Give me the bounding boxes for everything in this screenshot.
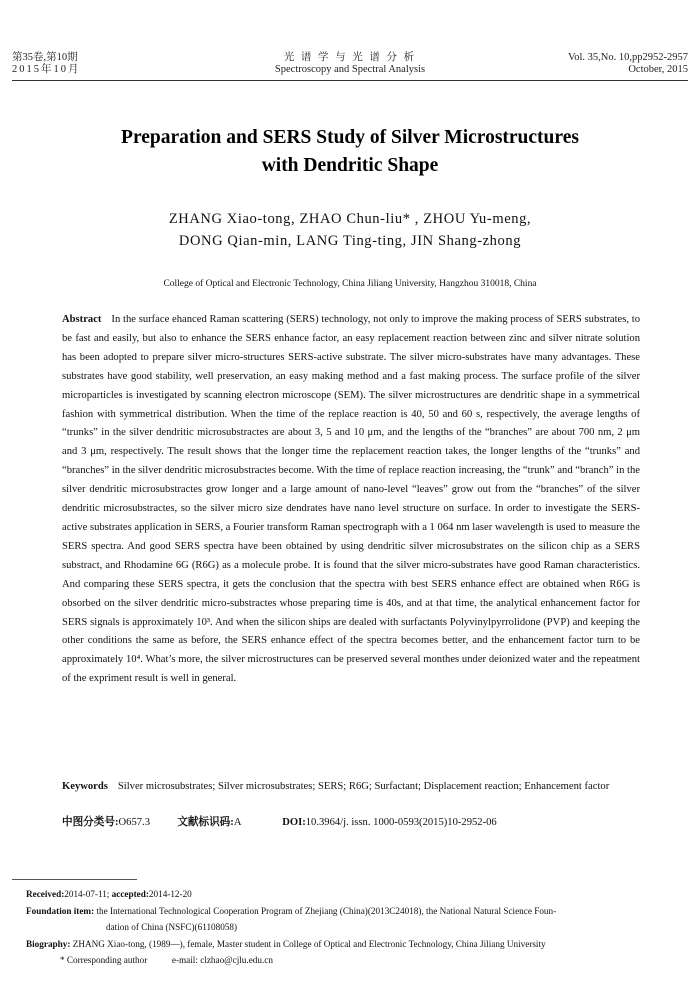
foundation-label: Foundation item:	[26, 905, 95, 916]
clc-label: 中图分类号:	[62, 817, 119, 828]
foundation-text-2: dation of China (NSFC)(61108058)	[106, 922, 238, 932]
author-list	[40, 208, 660, 252]
abstract-label: Abstract	[62, 314, 102, 325]
doc-code-value: A	[233, 817, 241, 828]
author-line2: DONG Qian-min, LANG Ting-ting, JIN Shang-zhong	[178, 233, 522, 249]
biography-text: ZHANG Xiao-tong, (1989—), female, Master student in College of Optical and Electronic Technology, China Jiliang University	[72, 938, 546, 949]
abstract-text: In the surface ehanced Raman scattering (SERS) technology, not only to improve the making process of SERS substrates, to be fast and easily, but also to enhance the SERS enhance factor, an easy replacement reaction between zinc and silver nitrate solution has been adopted to prepare silver micro-structures SERS-active substrate. The silver micro-substrates have many advantages. These substrates have good stability, well preservation, an easy making method and a fast making process. The surface profile of the silver microparticles is investigated by scanning electron microscope (SEM). The silver microstructures are dendritic shape in a symmetrical fashion with symmetrical distribution. When the time of the replace reaction is 40, 50 and 60 s, respectively, the average lengths of “trunks” in the silver dendritic microsubstractes are about 3, 5 and 10 μm, and the lengths of the “branches” are about 700 nm, 2 μm and 3 μm, respectively. The result shows that the longer time the replacement reaction takes, the longer lengths of the “trunks” and “branches” in the silver dendritic microsubstractes become. With the time of replace reaction increasing, the “trunk” and “branch” in the silver dendritic microsubstractes grow longer and a large amount of nano-level “leaves” grow out from the “branches” of the silver dendritic microsubstractes, so the silver micro size dendrates have nano level structure on surface. In order to investigate the SERS-active substrates application in SERS, a Fourier transform Raman spectrograph with a 1 064 nm laser wavelength is used to measure the SERS spectra. And good SERS spectra have been obtained by using dendritic silver microsubstrates on the silicon chip as a SERS substract, and Rhodamine 6G (R6G) as a molecule probe. It is found that the silver micro-substrates have good Raman characteristics. And comparing these SERS spectra, it gets the conclusion that the spectra with best SERS enhance effect are obtained when R6G is obsorbed on the silver dendritic micro-substractes whose preparing time is 40s, and at that time, the analytical enhancement factor for SERS signals is approximately 10³. And when the silicon ships are dealed with surfactants Polyvinylpyrrolidone (PVP) and keeping the other conditions the same as before, the SERS enhance effect of the spectra becomes better, and the enhancement factor turn to be approximately 10⁴. What’s more, the silver microstructures can be preserved several monthes under deionized water and the repeatment of the expriment result is well in general.	[62, 314, 640, 685]
received-value: 2014-07-11;	[64, 889, 112, 899]
doi-label: DOI:	[282, 817, 306, 828]
header-volume-en: Vol. 35,No. 10,pp2952-2957	[568, 52, 688, 63]
foundation-text-1: the International Technological Cooperation Program of Zhejiang (China)(2013C24018), the National Natural Science Foun-	[96, 905, 557, 916]
received-label: Received:	[26, 889, 65, 899]
journal-title-cn: 光 谱 学 与 光 谱 分 析	[283, 52, 417, 63]
abstract	[62, 311, 640, 689]
keywords	[62, 778, 640, 796]
paper-title-line1: Preparation and SERS Study of Silver Microstructures	[121, 127, 579, 148]
keywords-text: Silver microsubstrates; Silver microsubstrates; SERS; R6G; Surfactant; Displacement reaction; Enhancement factor	[117, 781, 610, 792]
corresponding-line	[26, 952, 686, 969]
corresponding-email: e-mail: clzhao@cjlu.edu.cn	[171, 955, 273, 965]
header-date-cn: 2015年10月	[12, 64, 81, 75]
affiliation: College of Optical and Electronic Technology, China Jiliang University, Hangzhou 310018, China	[163, 279, 537, 289]
biography-label: Biography:	[26, 938, 71, 949]
journal-title-en: Spectroscopy and Spectral Analysis	[274, 64, 426, 75]
foundation-line	[26, 903, 686, 920]
biography-line	[26, 936, 686, 953]
header-rule	[12, 80, 688, 81]
accepted-value: 2014-12-20	[148, 889, 192, 899]
header-issue-en	[568, 52, 688, 76]
paper-title-line2: with Dendritic Shape	[261, 155, 439, 176]
header-journal	[200, 52, 500, 76]
keywords-label: Keywords	[62, 781, 108, 792]
footnote-rule	[12, 879, 137, 880]
header-volume-cn: 第35卷,第10期	[12, 52, 78, 63]
doi-value: 10.3964/j. issn. 1000-0593(2015)10-2952-06	[305, 817, 497, 828]
received-line	[26, 886, 686, 903]
footnotes	[26, 886, 686, 969]
doc-code-label: 文献标识码:	[177, 817, 234, 828]
accepted-label: accepted:	[111, 889, 149, 899]
author-line1: ZHANG Xiao-tong, ZHAO Chun-liu* , ZHOU Yu-meng,	[168, 211, 532, 227]
classification-line	[62, 815, 640, 831]
clc-value: O657.3	[118, 817, 150, 828]
header-issue-cn	[12, 52, 81, 76]
paper-title	[40, 124, 660, 180]
header-date-en: October, 2015	[628, 64, 688, 75]
corresponding-label: * Corresponding author	[60, 955, 148, 965]
